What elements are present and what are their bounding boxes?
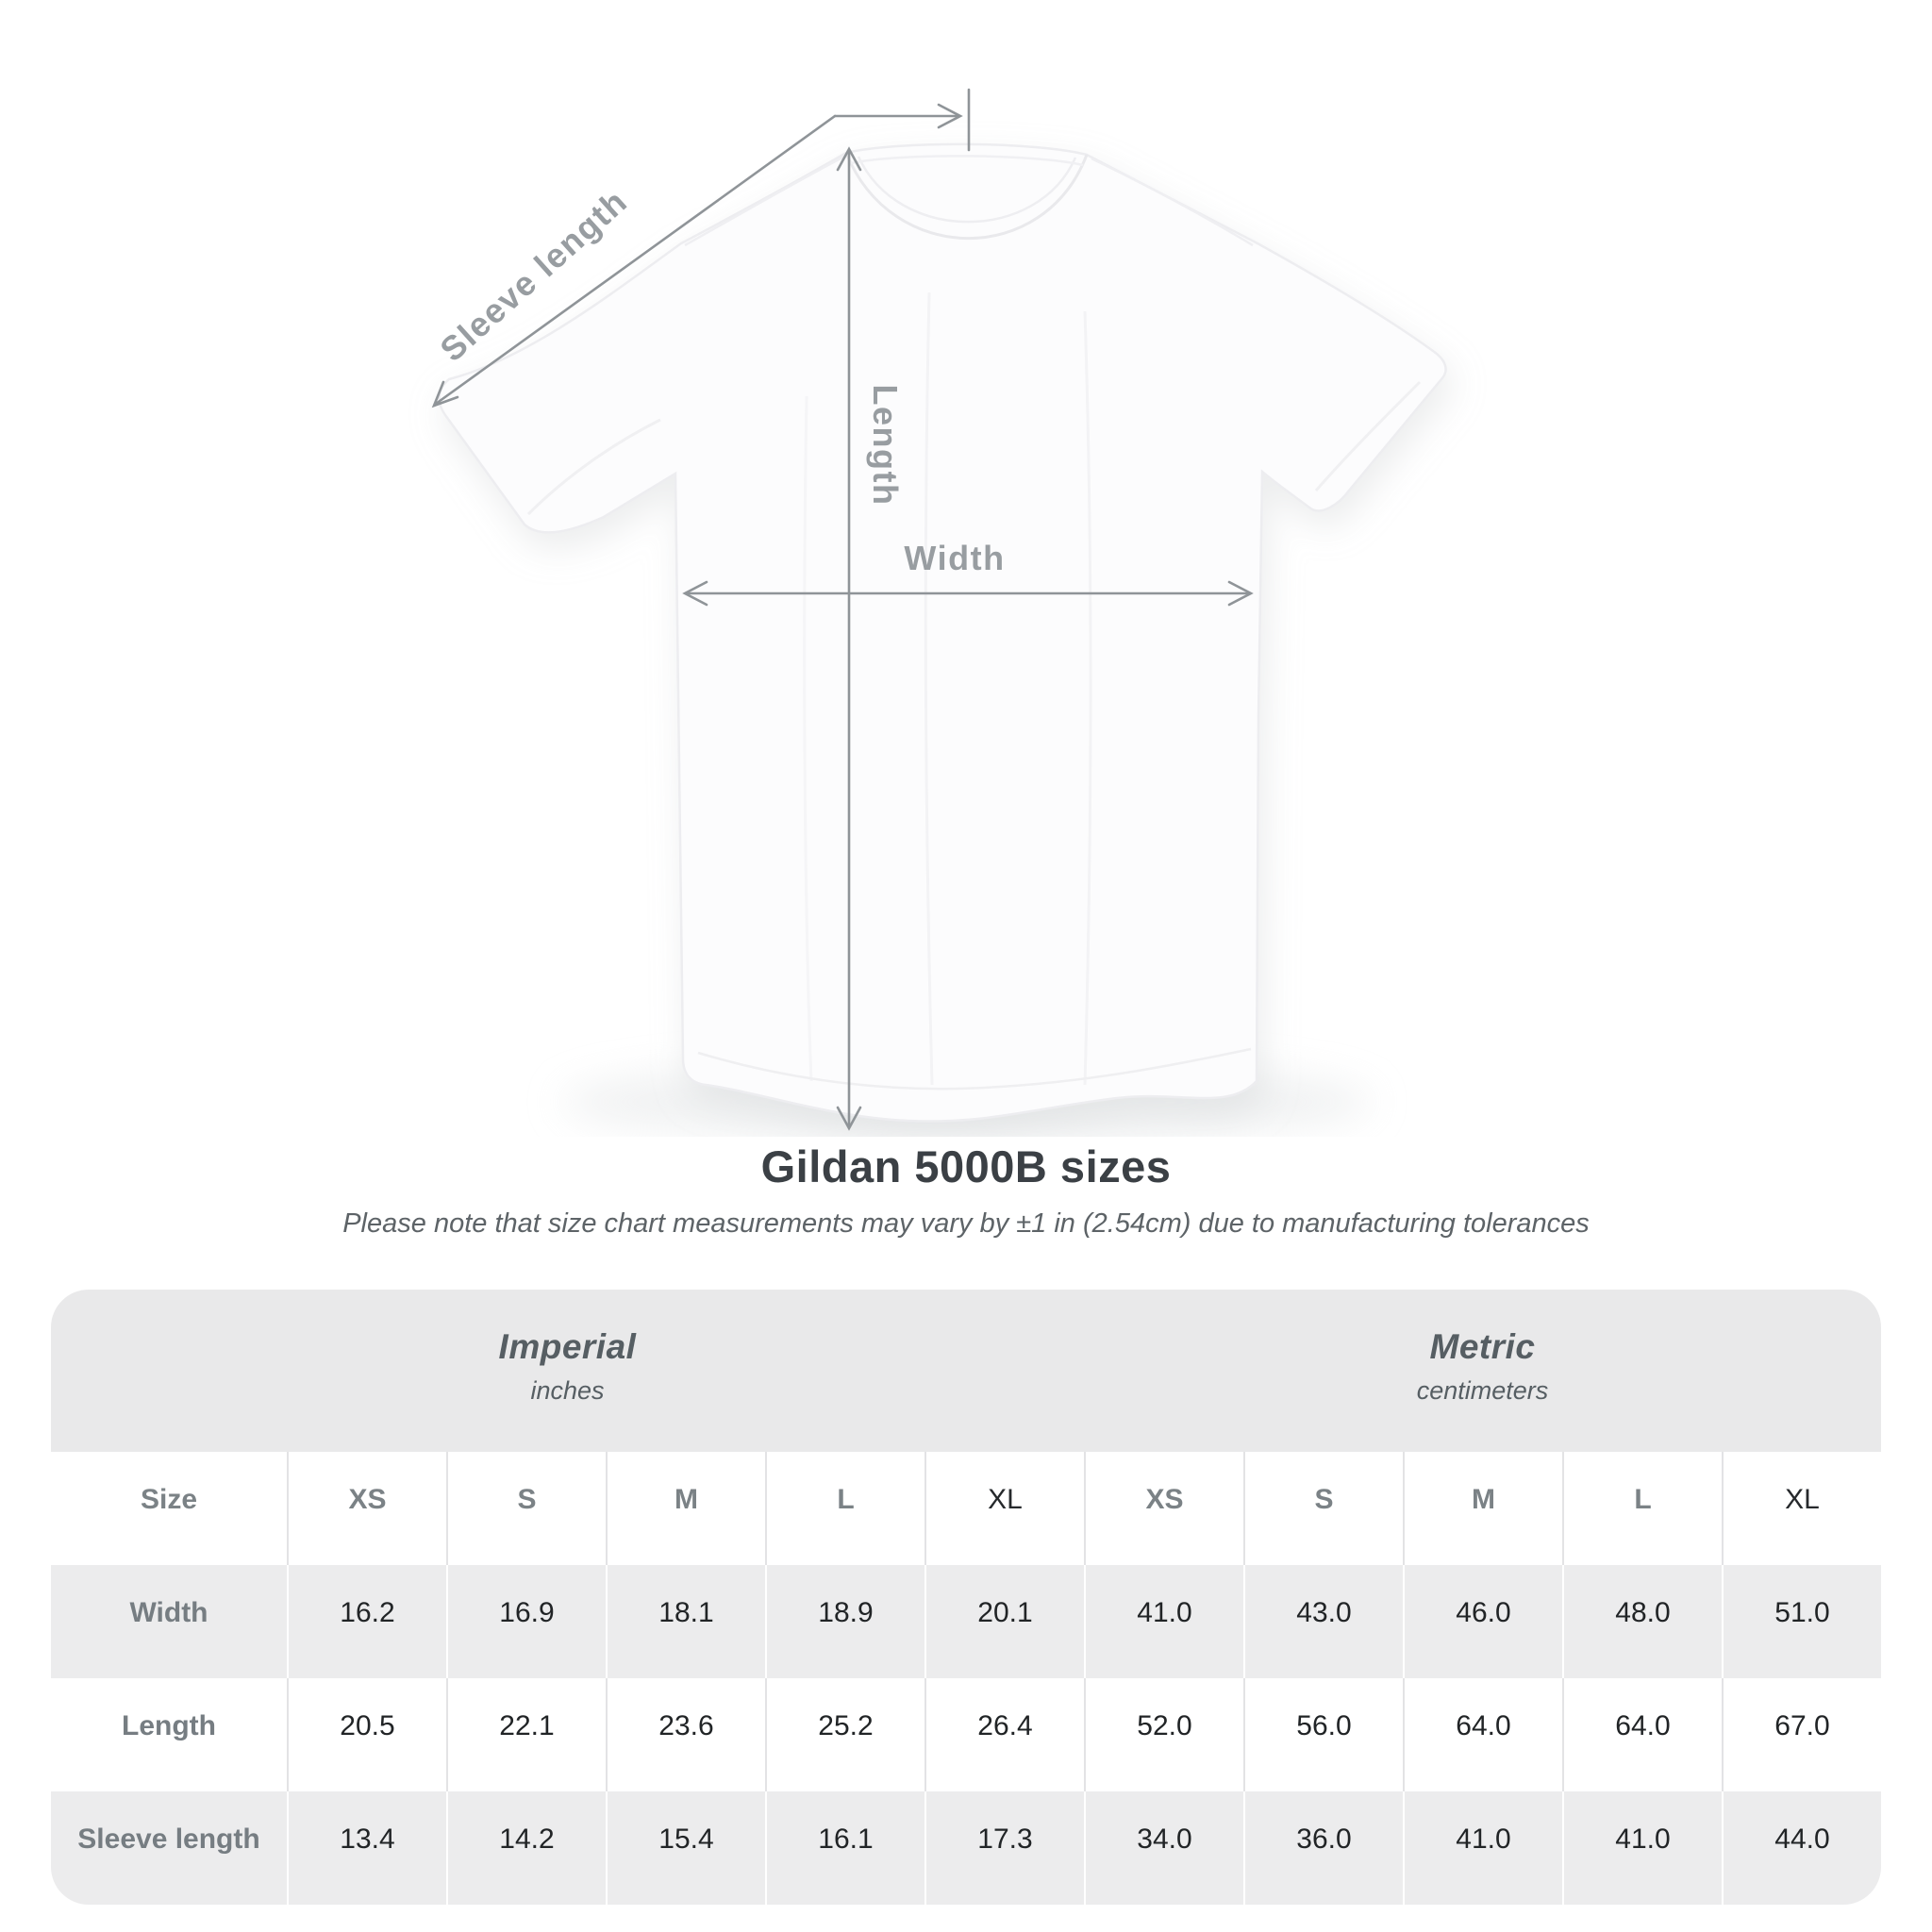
length-imperial-m: 23.6: [606, 1678, 765, 1791]
sleeve-imperial-xs: 13.4: [287, 1791, 446, 1905]
row-label-width: Width: [129, 1597, 208, 1628]
unit-header-band: [51, 1290, 1881, 1452]
size-header-row: [51, 1452, 1881, 1565]
width-label: Width: [904, 539, 1006, 577]
length-imperial-s: 22.1: [446, 1678, 606, 1791]
imperial-size-l: L: [765, 1452, 924, 1565]
sleeve-imperial-l: 16.1: [765, 1791, 924, 1905]
sleeve-metric-s: 36.0: [1243, 1791, 1403, 1905]
size-column-title: Size: [140, 1484, 198, 1515]
width-imperial-l: 18.9: [765, 1565, 924, 1678]
metric-size-s: S: [1243, 1452, 1403, 1565]
metric-unit: centimeters: [1416, 1375, 1549, 1405]
width-metric-xs: 41.0: [1084, 1565, 1243, 1678]
metric-size-xl: XL: [1722, 1452, 1881, 1565]
width-imperial-xs: 16.2: [287, 1565, 446, 1678]
table-row-sleeve-length: [51, 1791, 1881, 1905]
width-metric-m: 46.0: [1403, 1565, 1562, 1678]
tshirt-illustration: [440, 144, 1446, 1122]
row-label-length: Length: [122, 1710, 216, 1741]
metric-title: Metric: [1429, 1326, 1536, 1366]
sleeve-metric-xl: 44.0: [1722, 1791, 1881, 1905]
width-imperial-s: 16.9: [446, 1565, 606, 1678]
width-metric-xl: 51.0: [1722, 1565, 1881, 1678]
length-metric-s: 56.0: [1243, 1678, 1403, 1791]
metric-size-xs: XS: [1084, 1452, 1243, 1565]
tolerance-note: Please note that size chart measurements may vary by ±1 in (2.54cm) due to manufacturing tolerances: [342, 1208, 1590, 1239]
sleeve-metric-m: 41.0: [1403, 1791, 1562, 1905]
row-label-sleeve-length: Sleeve length: [77, 1824, 260, 1855]
metric-header: [1084, 1290, 1881, 1452]
width-imperial-xl: 20.1: [924, 1565, 1084, 1678]
length-metric-m: 64.0: [1403, 1678, 1562, 1791]
sleeve-metric-xs: 34.0: [1084, 1791, 1243, 1905]
width-metric-s: 43.0: [1243, 1565, 1403, 1678]
size-table: [51, 1290, 1881, 1905]
length-label: Length: [866, 384, 905, 507]
imperial-header: [51, 1290, 1084, 1452]
table-row-length: [51, 1678, 1881, 1791]
table-row-width: [51, 1565, 1881, 1678]
length-imperial-xl: 26.4: [924, 1678, 1084, 1791]
page-title: Gildan 5000B sizes: [760, 1141, 1172, 1191]
sleeve-imperial-s: 14.2: [446, 1791, 606, 1905]
length-metric-xl: 67.0: [1722, 1678, 1881, 1791]
imperial-size-s: S: [446, 1452, 606, 1565]
sleeve-imperial-xl: 17.3: [924, 1791, 1084, 1905]
imperial-size-xs: XS: [287, 1452, 446, 1565]
sleeve-metric-l: 41.0: [1562, 1791, 1722, 1905]
width-metric-l: 48.0: [1562, 1565, 1722, 1678]
metric-size-m: M: [1403, 1452, 1562, 1565]
width-imperial-m: 18.1: [606, 1565, 765, 1678]
sleeve-length-label: Sleeve length: [432, 181, 635, 370]
length-metric-l: 64.0: [1562, 1678, 1722, 1791]
imperial-size-m: M: [606, 1452, 765, 1565]
imperial-unit: inches: [530, 1375, 605, 1405]
metric-size-l: L: [1562, 1452, 1722, 1565]
sleeve-imperial-m: 15.4: [606, 1791, 765, 1905]
imperial-size-xl: XL: [924, 1452, 1084, 1565]
imperial-title: Imperial: [498, 1326, 637, 1366]
length-metric-xs: 52.0: [1084, 1678, 1243, 1791]
length-imperial-xs: 20.5: [287, 1678, 446, 1791]
length-imperial-l: 25.2: [765, 1678, 924, 1791]
